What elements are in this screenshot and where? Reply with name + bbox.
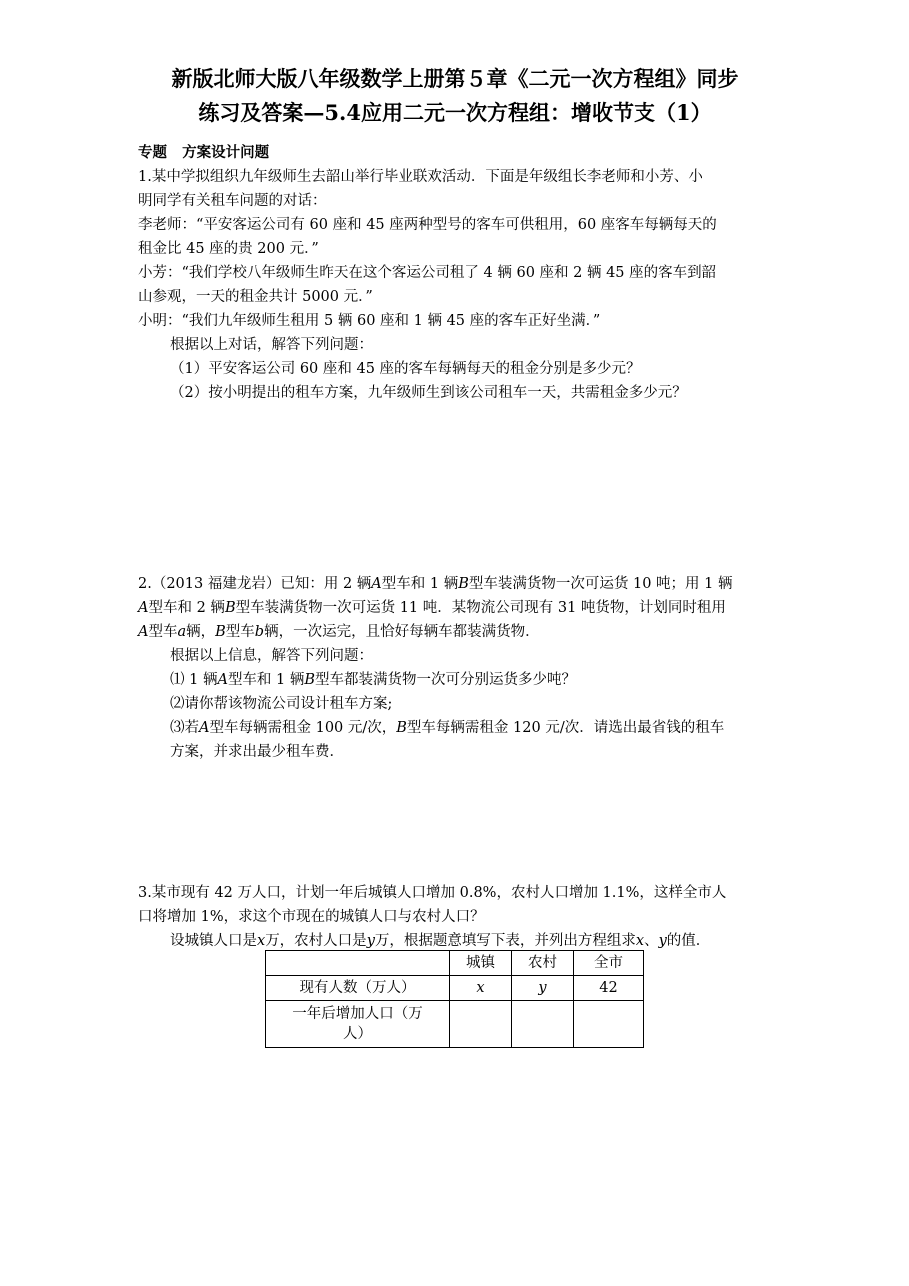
table-header-cell: 城镇 — [450, 951, 512, 976]
section-heading — [138, 143, 269, 163]
section-name: 方案设计问题 — [182, 144, 270, 161]
problem1-question-1: （1）平安客运公司 60 座和 45 座的客车每辆每天的租金分别是多少元？ — [170, 361, 641, 377]
variable-a-upper: A — [217, 672, 228, 688]
problem2-question-2: ⑵请你帮该物流公司设计租车方案; — [170, 696, 393, 712]
variable-b: b — [254, 624, 265, 640]
problem2-line-2 — [138, 598, 726, 618]
text: 设城镇人口是 — [170, 933, 257, 949]
variable-a-upper: A — [371, 576, 382, 592]
text: 万，农村人口是 — [265, 933, 367, 949]
text: 2.（2013 福建龙岩）已知：用 2 辆 — [138, 576, 372, 592]
variable-x: x — [257, 933, 266, 949]
table-cell: 现有人数（万人） — [266, 976, 450, 1001]
table-cell — [450, 1001, 512, 1048]
variable-a-upper: A — [138, 624, 149, 640]
problem3-line-2: 口将增加 1%，求这个市现在的城镇人口与农村人口？ — [138, 909, 485, 925]
table-cell — [574, 1001, 644, 1048]
problem3-line-1: 3.某市现有 42 万人口，计划一年后城镇人口增加 0.8%，农村人口增加 1.1%，这样全市人 — [138, 885, 727, 901]
table-header-row — [266, 951, 644, 976]
text: 、 — [644, 933, 659, 949]
table-cell: 42 — [574, 976, 644, 1001]
variable-b-upper: B — [458, 576, 469, 592]
variable-b-upper: B — [215, 624, 226, 640]
problem1-line: 山参观，一天的租金共计 5000 元．” — [138, 289, 373, 305]
text: 型车 — [225, 624, 255, 640]
variable-a: a — [177, 624, 187, 640]
problem1-intro: 根据以上对话，解答下列问题： — [170, 337, 373, 353]
problem1-line: 1.某中学拟组织九年级师生去韶山举行毕业联欢活动．下面是年级组长李老师和小芳、小 — [138, 169, 703, 185]
variable-b-upper: B — [396, 720, 407, 736]
text: 型车 — [148, 624, 178, 640]
text: 型车每辆需租金 100 元/次， — [209, 720, 397, 736]
section-label: 专题 — [138, 144, 167, 161]
text: 型车都装满货物一次可分别运货多少吨？ — [315, 672, 577, 688]
table-cell: x — [450, 976, 512, 1001]
variable-y: y — [658, 933, 667, 949]
variable-x: x — [635, 933, 645, 949]
table-row — [266, 976, 644, 1001]
row-label-line-2: 人） — [343, 1026, 372, 1042]
variable-b-upper: B — [304, 672, 316, 688]
problem3-line-3 — [170, 931, 710, 951]
text: 型车装满货物一次可运货 10 吨；用 1 辆 — [468, 576, 733, 592]
problem2-question-3-cont: 方案，并求出最少租车费． — [170, 744, 344, 760]
problem1-line: 明同学有关租车问题的对话： — [138, 193, 327, 209]
text: 万，根据题意填写下表，并列出方程组求 — [374, 933, 636, 949]
problem2-question-1 — [170, 670, 576, 690]
problem1-line: 租金比 45 座的贵 200 元．” — [138, 241, 319, 257]
text: 型车装满货物一次可运货 11 吨．某物流公司现有 31 吨货物，计划同时租用 — [235, 600, 726, 616]
text: 辆， — [186, 624, 216, 640]
table-row — [266, 1001, 644, 1048]
table-cell — [512, 1001, 574, 1048]
text: 辆，一次运完，且恰好每辆车都装满货物． — [264, 624, 540, 640]
problem2-question-3 — [170, 718, 724, 738]
text: 型车和 1 辆 — [227, 672, 305, 688]
text: 型车和 1 辆 — [381, 576, 459, 592]
problem2-line-3 — [138, 622, 540, 642]
table-header-cell: 农村 — [512, 951, 574, 976]
problem1-question-2: （2）按小明提出的租车方案，九年级师生到该公司租车一天，共需租金多少元？ — [170, 385, 687, 401]
variable-a-upper: A — [138, 600, 149, 616]
title-line-1: 新版北师大版八年级数学上册第５章《二元一次方程组》同步 — [171, 66, 739, 91]
variable-b-upper: B — [224, 600, 236, 616]
problem1-line: 小明：“我们九年级师生租用 5 辆 60 座和 1 辆 45 座的客车正好坐满．” — [138, 313, 601, 329]
table-cell: y — [512, 976, 574, 1001]
text: 型车和 2 辆 — [148, 600, 225, 616]
problem1-line: 小芳：“我们学校八年级师生昨天在这个客运公司租了 4 辆 60 座和 2 辆 45 座的客车到韶 — [138, 265, 717, 281]
title-line-2: 练习及答案—5.4应用二元一次方程组：增收节支（1） — [198, 100, 712, 125]
row-label-line-1: 一年后增加人口（万 — [292, 1006, 423, 1022]
text: 的值． — [666, 933, 711, 949]
variable-a-upper: A — [199, 720, 210, 736]
text: ⑴ 1 辆 — [170, 672, 218, 688]
text: 型车每辆需租金 120 元/次．请选出最省钱的租车 — [406, 720, 725, 736]
problem2-line-1 — [138, 574, 733, 594]
problem2-intro: 根据以上信息，解答下列问题： — [170, 648, 373, 664]
document-title — [130, 62, 780, 130]
problem1-line: 李老师：“平安客运公司有 60 座和 45 座两种型号的客车可供租用，60 座客车每辆每天的 — [138, 217, 717, 233]
text: ⑶若 — [170, 720, 199, 736]
variable-y: y — [366, 933, 375, 949]
table-cell — [266, 951, 450, 976]
table-header-cell: 全市 — [574, 951, 644, 976]
population-table — [265, 950, 644, 1048]
table-cell — [266, 1001, 450, 1048]
